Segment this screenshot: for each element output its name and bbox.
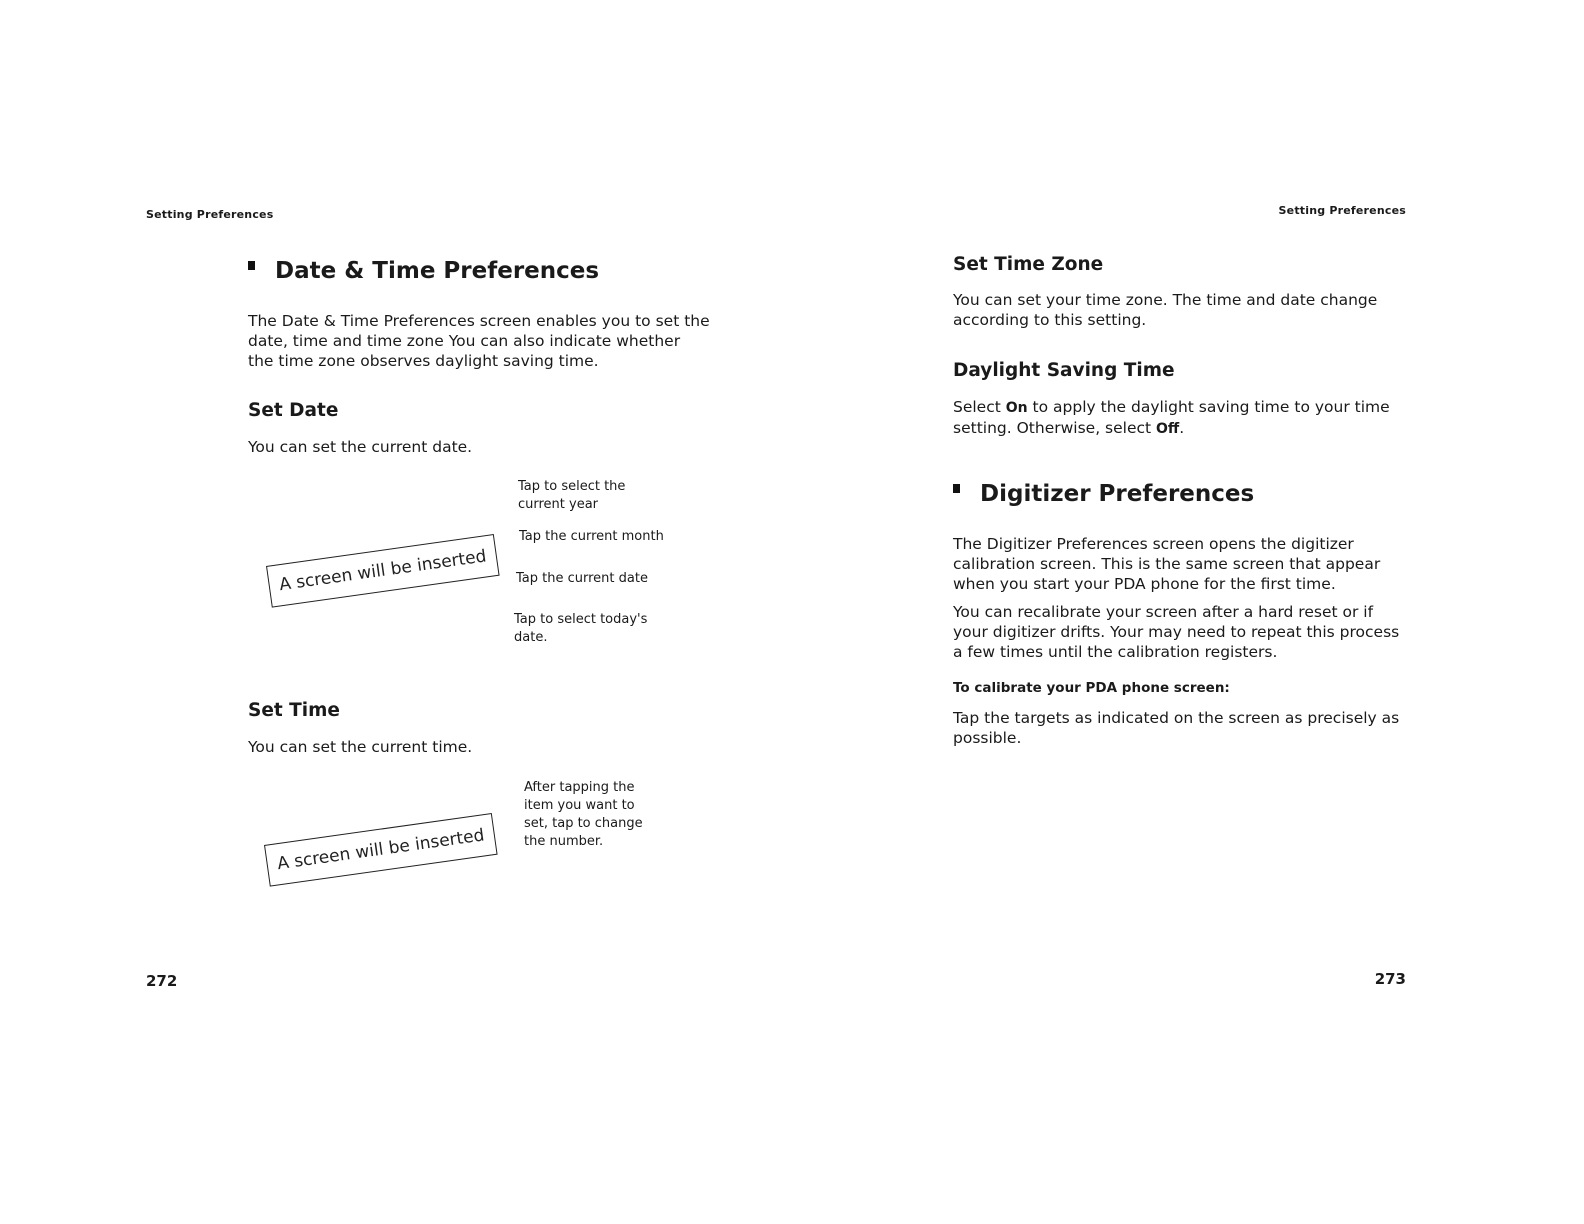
set-time-screen-placeholder: A screen will be inserted	[264, 813, 498, 887]
set-date-text: You can set the current date.	[248, 438, 473, 456]
calibrate-procedure-title: To calibrate your PDA phone screen:	[953, 680, 1230, 696]
bullet-icon	[953, 484, 960, 493]
digitizer-para-1: The Digitizer Preferences screen opens the digitizer calibration screen. This is the same screen that appear when you start your PDA phone for the first time.	[953, 535, 1381, 593]
digitizer-para-2: You can recalibrate your screen after a hard reset or if your digitizer drifts. Your may need to repeat this process a few times until the calibration registers.	[953, 603, 1400, 661]
digitizer-section-title	[953, 481, 1254, 507]
callout-after-tapping: After tapping the item you want to set, tap to change the number.	[524, 780, 643, 849]
set-date-heading: Set Date	[248, 400, 339, 421]
daylight-saving-heading: Daylight Saving Time	[953, 360, 1175, 381]
callout-select-today: Tap to select today's date.	[514, 612, 648, 645]
date-time-section-title	[248, 258, 599, 284]
right-page-number: 273	[1374, 970, 1406, 988]
callout-current-month: Tap the current month	[519, 529, 664, 544]
set-time-zone-text: You can set your time zone. The time and date change according to this setting.	[953, 291, 1378, 329]
right-running-header: Setting Preferences	[1278, 204, 1406, 217]
daylight-text-end: .	[1179, 419, 1185, 437]
bullet-icon	[248, 261, 255, 270]
daylight-saving-text	[953, 397, 1408, 439]
date-time-intro: The Date & Time Preferences screen enables you to set the date, time and time zone You can also indicate whether the time zone observes daylight saving time.	[248, 312, 710, 370]
on-label: On	[1005, 400, 1028, 416]
set-time-text: You can set the current time.	[248, 738, 473, 756]
callout-select-year: Tap to select the current year	[518, 479, 626, 512]
set-time-zone-heading: Set Time Zone	[953, 254, 1104, 275]
left-running-header: Setting Preferences	[146, 208, 274, 221]
digitizer-title-text: Digitizer Preferences	[980, 481, 1255, 507]
calibrate-step: Tap the targets as indicated on the screen as precisely as possible.	[953, 709, 1400, 747]
left-page-number: 272	[146, 972, 178, 990]
set-time-heading: Set Time	[248, 700, 340, 721]
date-time-title-text: Date & Time Preferences	[275, 258, 600, 284]
callout-current-date: Tap the current date	[516, 571, 648, 586]
daylight-text-middle: to apply the daylight saving time to your time setting. Otherwise, select	[953, 398, 1390, 437]
daylight-text-start: Select	[953, 398, 1006, 416]
set-date-screen-placeholder: A screen will be inserted	[266, 534, 500, 608]
off-label: Off	[1156, 421, 1180, 437]
